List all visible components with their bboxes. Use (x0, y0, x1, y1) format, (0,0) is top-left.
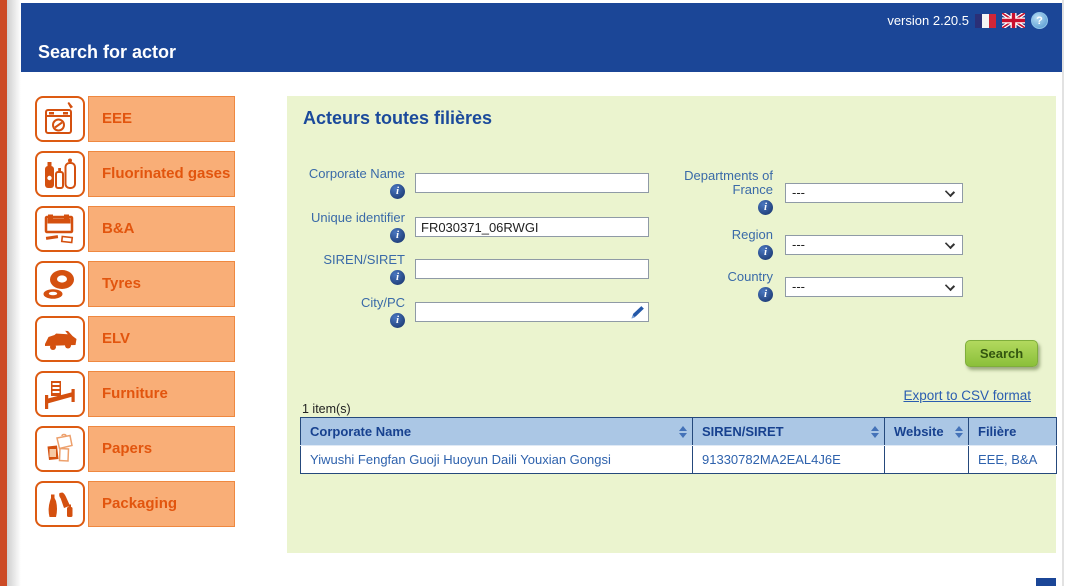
sidebar-item-packaging[interactable] (35, 481, 235, 527)
version-label: version 2.20.5 (887, 13, 969, 28)
chevron-down-icon (945, 281, 955, 291)
info-icon[interactable]: i (390, 313, 405, 328)
cell-corporate-name: Yiwushi Fengfan Guoji Huoyun Daili Youxian Gongsi (301, 446, 693, 474)
column-header-siren-siret[interactable]: SIREN/SIRET (693, 418, 885, 446)
battery-icon (35, 206, 85, 252)
sort-icon (955, 426, 963, 438)
city-pc-input[interactable] (415, 302, 649, 322)
sidebar-item-fluorinated-gases[interactable] (35, 151, 235, 197)
info-icon[interactable]: i (758, 200, 773, 215)
tyre-icon (35, 261, 85, 307)
sidebar-item-eee[interactable] (35, 96, 235, 142)
results-table (300, 417, 1057, 474)
unique-identifier-input[interactable] (415, 217, 649, 237)
info-icon[interactable]: i (390, 184, 405, 199)
paper-bag-icon (35, 426, 85, 472)
sidebar-item-label: Papers (88, 426, 235, 472)
country-select[interactable]: --- (785, 277, 963, 297)
sidebar-item-tyres[interactable] (35, 261, 235, 307)
cell-website (885, 446, 969, 474)
sidebar-item-label: B&A (88, 206, 235, 252)
uk-flag-icon[interactable] (1002, 13, 1025, 28)
version-area (887, 12, 1048, 29)
info-icon[interactable]: i (758, 287, 773, 302)
sidebar-item-elv[interactable] (35, 316, 235, 362)
column-header-website[interactable]: Website (885, 418, 969, 446)
sidebar-item-papers[interactable] (35, 426, 235, 472)
unique-identifier-label: Unique identifier i (311, 210, 405, 241)
corporate-name-label: Corporate Name i (308, 166, 405, 197)
french-flag-icon[interactable] (975, 14, 996, 28)
sidebar-item-label: Packaging (88, 481, 235, 527)
header (21, 3, 1062, 72)
table-row[interactable] (301, 446, 1057, 474)
info-icon[interactable]: i (390, 270, 405, 285)
help-icon[interactable]: ? (1031, 12, 1048, 29)
left-accent-strip (0, 0, 7, 586)
sidebar-item-ba[interactable] (35, 206, 235, 252)
city-pc-label: City/PC i (360, 295, 405, 326)
furniture-icon (35, 371, 85, 417)
footer-marker (1036, 578, 1056, 586)
gas-cylinders-icon (35, 151, 85, 197)
sidebar-item-label: EEE (88, 96, 235, 142)
results-count: 1 item(s) (302, 402, 351, 416)
siren-siret-label: SIREN/SIRET i (323, 252, 405, 283)
washing-machine-icon (35, 96, 85, 142)
departments-select[interactable]: --- (785, 183, 963, 203)
sort-icon (871, 426, 879, 438)
cell-siren-siret: 91330782MA2EAL4J6E (693, 446, 885, 474)
column-header-corporate-name[interactable]: Corporate Name (301, 418, 693, 446)
panel-title: Acteurs toutes filières (303, 108, 493, 128)
cell-filiere: EEE, B&A (969, 446, 1057, 474)
siren-siret-input[interactable] (415, 259, 649, 279)
sidebar-item-label: ELV (88, 316, 235, 362)
region-label: Region i (731, 227, 773, 258)
search-panel (287, 96, 1056, 553)
left-gutter (7, 0, 21, 586)
column-header-filiere: Filière (969, 418, 1057, 446)
search-button[interactable]: Search (965, 340, 1038, 367)
sidebar-item-furniture[interactable] (35, 371, 235, 417)
region-select[interactable]: --- (785, 235, 963, 255)
info-icon[interactable]: i (758, 245, 773, 260)
country-label: Country i (727, 269, 773, 300)
page-title: Search for actor (38, 42, 177, 62)
sort-icon (679, 426, 687, 438)
sidebar-item-label: Furniture (88, 371, 235, 417)
sidebar-item-label: Tyres (88, 261, 235, 307)
corporate-name-input[interactable] (415, 173, 649, 193)
pencil-icon[interactable] (629, 304, 646, 321)
car-icon (35, 316, 85, 362)
chevron-down-icon (945, 239, 955, 249)
bottles-icon (35, 481, 85, 527)
sidebar (35, 96, 235, 536)
right-edge-line (1062, 0, 1064, 586)
info-icon[interactable]: i (390, 228, 405, 243)
chevron-down-icon (945, 187, 955, 197)
export-csv-link[interactable]: Export to CSV format (903, 388, 1031, 403)
sidebar-item-label: Fluorinated gases (88, 151, 235, 197)
departments-label: Departments of France i (684, 168, 773, 213)
